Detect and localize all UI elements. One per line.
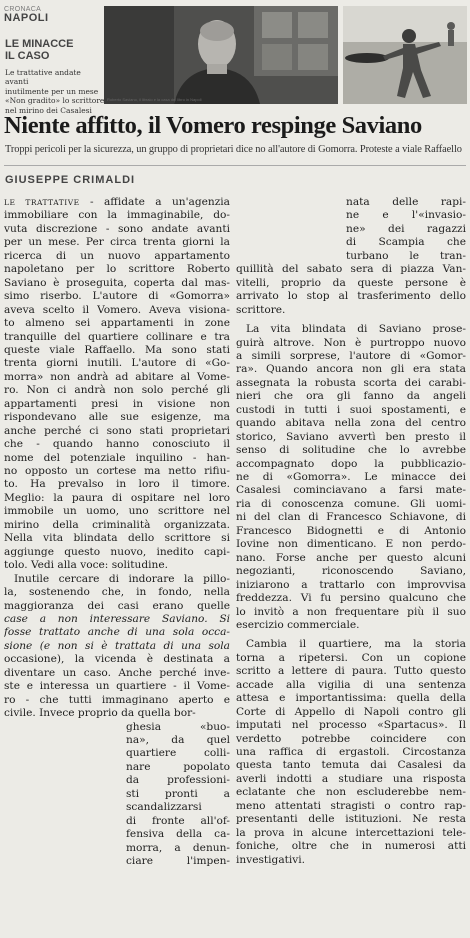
kicker-text bbox=[5, 68, 105, 115]
section-label: CRONACA bbox=[4, 6, 42, 13]
article-line: ria di conoscenza comune. Gli uomi- bbox=[236, 497, 466, 510]
kicker-text-line: Le trattative andate avanti bbox=[5, 68, 81, 87]
article-line: napoletano per lo scrittore Roberto bbox=[4, 263, 230, 276]
article-line: Meglio: la paura di ospitare nel loro bbox=[4, 491, 230, 504]
article-line: di fronte all'of- bbox=[126, 814, 230, 827]
article-line: di Scampia che bbox=[346, 236, 466, 249]
article-line: aveva scelto il Vomero. Aveva visiona- bbox=[4, 303, 230, 316]
article-line: occasione), la vicenda è destinata a bbox=[4, 653, 230, 666]
article-line: per un mese. Per circa trenta giorni la bbox=[4, 236, 230, 249]
article-line: nata delle rapi- bbox=[346, 196, 466, 208]
article-line: nieri che ora gli fanno da angeli bbox=[236, 390, 466, 403]
article-line: quillità del sabato sera di piazza Van- bbox=[236, 263, 466, 276]
article-line: torna a ripetersi. Con un copione bbox=[236, 651, 466, 664]
article-line: che - quando hanno conosciuto il bbox=[4, 438, 230, 451]
kicker-title-line: IL CASO bbox=[5, 50, 50, 62]
article-line: senso di solitudine che lo avrebbe bbox=[236, 444, 466, 457]
article-line: freddezza. Vi fu persino qualcuno che bbox=[236, 592, 466, 605]
article-line: custodi in tutti i suoi spostamenti, e bbox=[236, 403, 466, 416]
article-line: simo riserbo. L'autore di «Gomorra» bbox=[4, 290, 230, 303]
article-line: sione (e non si è trattata di una sola bbox=[4, 639, 230, 652]
section-header bbox=[4, 5, 49, 23]
article-line: presentanti delle istituzioni. Ne resta bbox=[236, 813, 466, 826]
article-line: Saviano è proseguita, coperta dal mas- bbox=[4, 276, 230, 289]
article-line: immobile un uomo, uno scrittore nel bbox=[4, 505, 230, 518]
article-line: diventare un caso. Anche perché inve- bbox=[4, 666, 230, 679]
article-line: la prova in alcune intercettazioni tele- bbox=[236, 826, 466, 839]
article-line: immobiliare con la immaginabile, do- bbox=[4, 209, 230, 222]
article-line: LE TRATTATIVE - affidate a un'agenzia bbox=[4, 196, 230, 208]
kicker-text-line: nel mirino dei Casalesi bbox=[5, 105, 92, 115]
article-line: Francesco Bidognetti e di Antonio bbox=[236, 524, 466, 537]
byline: GIUSEPPE CRIMALDI bbox=[5, 174, 136, 186]
article-line: nano. Forse anche per questo alcuni bbox=[236, 551, 466, 564]
article-line: morra» non andrà ad abitare al Vome- bbox=[4, 370, 230, 383]
article-line: lo invitò a non frequentare più il suo bbox=[236, 605, 466, 618]
article-line: sti pronti a bbox=[126, 787, 230, 800]
article-line: da professioni- bbox=[126, 774, 230, 787]
kicker-text-line: «Non gradito» lo scrittore bbox=[5, 96, 105, 106]
article-line: La vita blindata di Saviano prose- bbox=[246, 323, 466, 336]
article-line: ni del clan di Francesco Schiavone, di bbox=[236, 511, 466, 524]
article-line: ricerca di un nuovo appartamento bbox=[4, 249, 230, 262]
article-line: tranquille del quartiere collinare e tra bbox=[4, 330, 230, 343]
lead-in: LE TRATTATIVE bbox=[4, 198, 80, 207]
article-line: Nella vita blindata dello scrittore si bbox=[4, 532, 230, 545]
headline: Niente affitto, il Vomero respinge Saviano bbox=[4, 112, 422, 139]
article-line: eclatante che non escluderebbe nem- bbox=[236, 786, 466, 799]
article-line: rispondevano alle sue esigenze, ma bbox=[4, 411, 230, 424]
article-line: accade alla vigilia di una sentenza bbox=[236, 678, 466, 691]
article-line: tolo. Vedi alla voce: solitudine. bbox=[4, 559, 169, 572]
article-line: ste e interessa un quartiere - il Vome- bbox=[4, 680, 230, 693]
article-line: guirà altrove. Non è purtroppo nuovo bbox=[236, 336, 466, 349]
article-line: vuta discrezione - sono andate avanti bbox=[4, 222, 230, 235]
kicker-title-line: LE MINACCE bbox=[5, 38, 74, 50]
article-line: Inutile cercare di indorare la pillo- bbox=[14, 572, 230, 585]
article-line: morra, a denun- bbox=[126, 841, 230, 854]
article-line: questa tanto temuta dai Casalesi da bbox=[236, 759, 466, 772]
article-line: imputati nel processo «Spartacus». Il bbox=[236, 719, 466, 732]
article-line: iniziarono a trattarlo con improvvisa bbox=[236, 578, 466, 591]
article-line: no opposto un cortese ma netto rifiu- bbox=[4, 465, 230, 477]
article-line: nome del potenziale inquilino - han- bbox=[4, 451, 230, 464]
article-line: Iovine non dimenticano. E non perdo- bbox=[236, 538, 466, 551]
article-line: trenta giorni inutili. L'autore di «Go- bbox=[4, 357, 230, 370]
article-line: fensiva della ca- bbox=[126, 828, 230, 841]
divider bbox=[4, 165, 466, 166]
article-line: civile. Invece proprio da quella bor- bbox=[4, 707, 196, 720]
article-line: verdetto potrebbe coincidere con bbox=[236, 732, 466, 745]
article-line: queste viale Raffaello. Ma sono stati bbox=[4, 343, 230, 356]
article-line: attesa e importantissima: quella della bbox=[236, 692, 466, 705]
article-line: aggiunge questo nuovo, inedito capi- bbox=[4, 545, 230, 558]
article-line: fosse trattato anche di una sola occa- bbox=[4, 626, 230, 639]
article-line: ra». Quando ancora non gli era stata bbox=[236, 363, 466, 376]
article-line: ghesia «buo- bbox=[126, 720, 230, 733]
article-line: foniche, oltre che in numerosi atti bbox=[236, 840, 466, 853]
kicker-title bbox=[5, 38, 101, 62]
article-line: to. Ha prevalso in loro il timore. bbox=[4, 478, 230, 491]
article-line: Cambia il quartiere, ma la storia bbox=[246, 638, 466, 651]
action-photo-graphic bbox=[343, 6, 467, 104]
article-line: appartamenti presi in visione non bbox=[4, 397, 230, 410]
article-line: quando abitava nella zona del centro bbox=[236, 417, 466, 430]
article-line: to almeno sei appartamenti in zone bbox=[4, 317, 230, 330]
article-line: scrittore. bbox=[236, 303, 286, 316]
article-line: Casalesi cominciavano a farsi mate- bbox=[236, 484, 466, 497]
article-line: case a non interessare Saviano. Si bbox=[4, 612, 230, 625]
article-line: assegnata la robusta scorta dei carabi- bbox=[236, 376, 466, 389]
article-line: nare popolato bbox=[126, 760, 230, 773]
article-line: na», da quel bbox=[126, 734, 230, 746]
article-line: investigativi. bbox=[236, 853, 306, 866]
article-line: una raffica di ergastoli. Circostanza bbox=[236, 746, 466, 758]
article-line: quartiere colli- bbox=[126, 747, 230, 760]
article-line: maggioranza dei casi erano quelle bbox=[4, 599, 230, 612]
section-city: NAPOLI bbox=[4, 12, 49, 24]
article-line: accompagnato dopo la pubblicazio- bbox=[236, 457, 466, 470]
article-line: negozianti, riconoscendo Saviano, bbox=[236, 565, 466, 578]
article-line: averli indotti a studiare una risposta bbox=[236, 772, 466, 785]
article-line: ne e l'«invasio- bbox=[346, 209, 466, 222]
article-line: ro. Non ci andrà non solo perché gli bbox=[4, 384, 230, 397]
portrait-photo bbox=[104, 6, 338, 104]
article-line: Corte di Appello di Napoli contro gli bbox=[236, 705, 466, 718]
article-line: mirino della criminalità organizzata. bbox=[4, 518, 230, 531]
article-line: arrivato lo stop al trasferimento dello bbox=[236, 290, 466, 303]
action-photo bbox=[343, 6, 467, 104]
article-line: turbano le tran- bbox=[346, 249, 466, 262]
article-line: scritto a lettere di paura. Tutto questo bbox=[236, 665, 466, 678]
kicker-text-line: inutilmente per un mese bbox=[5, 86, 99, 96]
article-line: ro - che tutti immaginano aperto e bbox=[4, 693, 230, 706]
article-line: meno attentati stragisti o contro rap- bbox=[236, 799, 466, 812]
article-line: la, sostenendo che, in fondo, nella bbox=[4, 586, 230, 599]
article-line: scandalizzarsi bbox=[126, 801, 202, 814]
article-line: ne» dei ragazzi bbox=[346, 222, 466, 235]
article-line: vitelli, proprio da queste persone è bbox=[236, 276, 466, 289]
article-line: a simili sorprese, l'autore di «Gomor- bbox=[236, 349, 466, 362]
article-line: anche perché ci sono stati proprietari bbox=[4, 424, 230, 437]
article-line: storico, Saviano avvertì ben presto il bbox=[236, 430, 466, 443]
article-line: ciare l'impen- bbox=[126, 855, 230, 868]
portrait-photo-graphic bbox=[104, 6, 338, 104]
article-line: esercizio commerciale. bbox=[236, 618, 360, 631]
subheadline: Troppi pericoli per la sicurezza, un gruppo di proprietari dice no all'autore di Gomorra. Proteste a viale Raffaello bbox=[5, 144, 462, 155]
article-line: ne di «Gomorra». Le minacce dei bbox=[236, 471, 466, 483]
photo-caption: Roberto Saviano, il libraio e la casa del libro in Napoli bbox=[107, 97, 202, 102]
